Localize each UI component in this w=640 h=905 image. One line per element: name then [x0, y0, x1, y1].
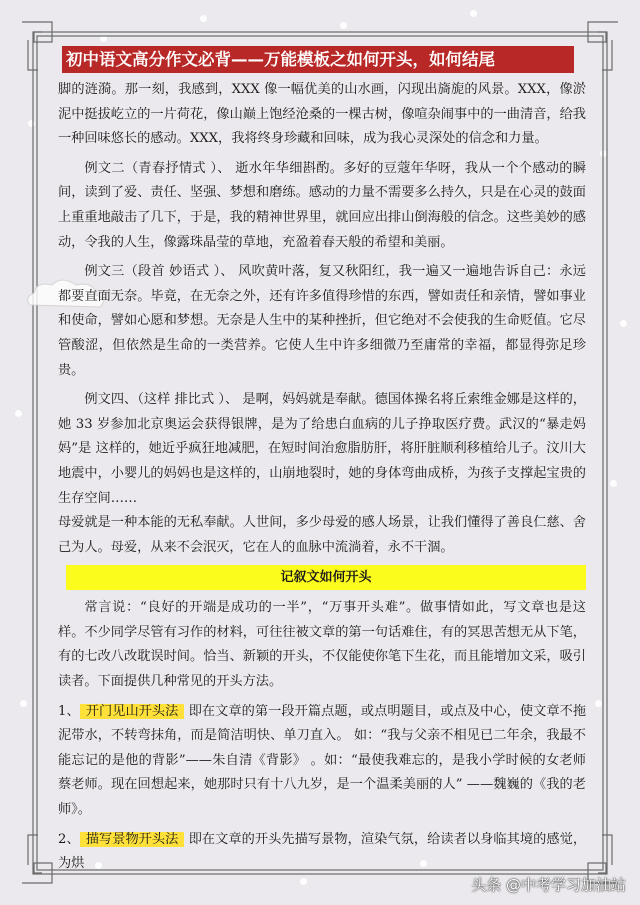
method-number: 2、 — [58, 831, 80, 847]
page-title: 初中语文高分作文必背——万能模板之如何开头，如何结尾 — [62, 46, 574, 73]
intro-paragraph: 常言说：“良好的开端是成功的一半”，“万事开头难”。做事情如此，写文章也是这样。不少同学尽管有习作的材料，可往往被文章的第一句话难住，有的冥思苦想无从下笔，有的七改八改耽误时间。恰当、新颖的开头，不仅能使你笔下生花，而且能增加文采，吸引读者。下面提供几种常见的开头方法。 — [58, 600, 586, 690]
paragraph: 例文二（青春抒情式 ）、 逝水年华细斟酌。多好的豆蔻年华呀，我从一个个感动的瞬间，读到了爱、责任、坚强、梦想和磨练。感动的力量不需要多么持久，只是在心灵的鼓面上重重地敲击了几下，于是，我的精神世界里，就回应出排山倒海般的信念。这些美妙的感动，令我的人生，像露珠晶莹的草地，充盈着春天般的希望和美丽。 — [58, 160, 586, 250]
watermark-text: 头条 @中考学习加油站 — [471, 876, 626, 894]
method-item — [58, 700, 586, 823]
watermark — [471, 874, 626, 895]
paragraph: 母爱就是一种本能的无私奉献。人世间，多少母爱的感人场景，让我们懂得了善良仁慈、舍己为人。母爱，从来不会泯灭，它在人的血脉中流淌着，永不干涸。 — [58, 515, 586, 555]
method-name-highlight: 开门见山开头法 — [80, 704, 185, 719]
method-name-highlight: 描写景物开头法 — [80, 832, 185, 847]
method-text: 即在文章的开头先描写景物，渲染气氛，给读者以身临其境的感觉，为烘 — [58, 831, 587, 872]
method-number: 1、 — [58, 703, 80, 719]
section-heading: 记叙文如何开头 — [66, 565, 586, 590]
method-item — [58, 828, 586, 877]
paragraph: 例文三（段首 妙语式 ）、 风吹黄叶落，复又秋阳红，我一遍又一遍地告诉自己：永远都要直面无奈。毕竟，在无奈之外，还有许多值得珍惜的东西，譬如责任和亲情，譬如事业和使命，譬如心愿和梦想。无奈是人生中的某种挫折，但它绝对不会使我的生命贬值。它尽管酸涩，但依然是生命的一类营养。它使人生中许多细微乃至庸常的幸福，都显得弥足珍贵。 — [58, 264, 586, 378]
paragraph: 脚的涟漪。那一刻，我感到，XXX 像一幅优美的山水画，闪现出旖旎的风景。XXX，像淤泥中挺拔屹立的一片荷花，像山巅上饱经沧桑的一棵古树，像喧杂闹事中的一曲清音，给我一种回味悠长的感动。XXX，我将终身珍藏和回味，成为我心灵深处的信念和力量。 — [58, 82, 586, 147]
method-text: 即在文章的第一段开篇点题，或点明题目，或点及中心，使文章不拖泥带水，不转弯抹角，而是简洁明快、单刀直入。 如：“我与父亲不相见已二年余，我最不能忘记的是他的背影”——朱自清《背影》 。如：“最使我难忘的，是我小学时候的女老师蔡老师。现在回想起来，她那时只有十八九岁，是一个温柔美丽的人” ——魏巍的《我的老师》。 — [58, 703, 587, 818]
paragraph: 例文四、（这样 排比式 ）、 是啊，妈妈就是奉献。德国体操名将丘索维金娜是这样的，她 33 岁参加北京奥运会获得银牌，是为了给患白血病的儿子挣取医疗费。武汉的“暴走妈妈”是 这样的，她近乎疯狂地减肥，在短时间治愈脂肪肝，将肝脏顺利移植给儿子。汶川大地震中，小婴儿的妈妈也是这样的，山崩地裂时，她的身体弯曲成桥，为孩子支撑起宝贵的生存空间…… — [58, 392, 586, 506]
article-body — [58, 78, 586, 877]
